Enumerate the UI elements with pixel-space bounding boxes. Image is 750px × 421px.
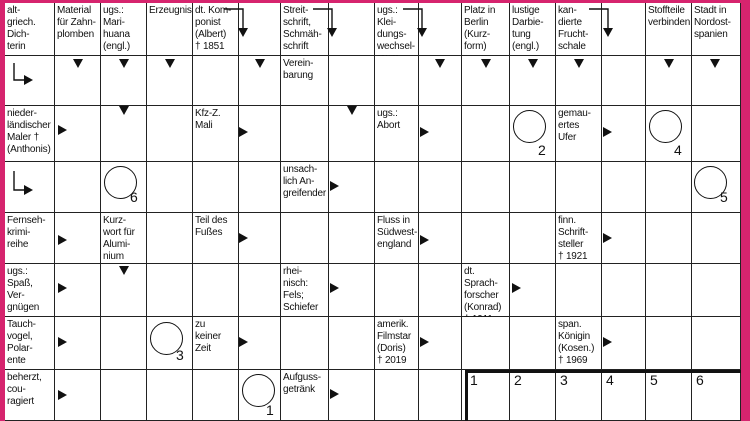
clue-cell	[193, 106, 239, 162]
clue-text: alt- griech. Dich- terin	[7, 5, 36, 52]
answer-cell[interactable]	[692, 317, 741, 370]
arrow-right-icon	[239, 337, 248, 347]
clue-text: Verein- barung	[283, 58, 314, 81]
clue-cell	[193, 317, 239, 370]
arrow-down-icon	[481, 59, 491, 68]
clue-text: ugs.: Abort	[377, 108, 400, 131]
answer-cell[interactable]	[462, 106, 510, 162]
answer-cell[interactable]	[147, 106, 193, 162]
clue-text: Streit- schrift, Schmäh- schrift	[283, 5, 322, 52]
clue-cell	[375, 213, 419, 264]
answer-cell[interactable]	[646, 264, 692, 317]
answer-cell[interactable]	[602, 56, 646, 106]
clue-cell	[193, 213, 239, 264]
answer-cell[interactable]	[692, 213, 741, 264]
clue-text: rhei- nisch: Fels; Schiefer	[283, 266, 319, 313]
arrow-down-icon	[119, 266, 129, 275]
circle-number: 5	[720, 189, 728, 205]
arrow-right-icon	[239, 233, 248, 243]
clue-text: Stadt in Nordost- spanien	[694, 5, 731, 40]
answer-cell[interactable]	[101, 370, 147, 421]
clue-text: Kurz- wort für Alumi- nium	[103, 215, 135, 262]
clue-text: Erzeugnis	[149, 5, 192, 16]
arrow-down-icon	[664, 59, 674, 68]
arrow-right-icon	[420, 337, 429, 347]
clue-text: unsach- lich An- greifender	[283, 164, 327, 199]
bent-arrow-icon	[588, 8, 622, 44]
solution-border	[465, 370, 468, 421]
clue-text: Aufguss- getränk	[283, 372, 321, 395]
clue-cell	[281, 370, 329, 421]
bent-arrow-icon	[223, 8, 257, 44]
circle-number: 4	[674, 142, 682, 158]
arrow-down-icon	[435, 59, 445, 68]
answer-cell[interactable]	[556, 162, 602, 213]
answer-cell[interactable]	[147, 213, 193, 264]
arrow-right-icon	[58, 125, 67, 135]
clue-cell	[5, 264, 55, 317]
arrow-right-icon	[603, 127, 612, 137]
clue-cell	[281, 162, 329, 213]
clue-text: dt. Kom- ponist (Albert) † 1851	[195, 5, 232, 52]
answer-cell[interactable]	[646, 317, 692, 370]
clue-cell	[462, 264, 510, 317]
answer-cell[interactable]	[55, 162, 101, 213]
answer-cell[interactable]	[510, 317, 556, 370]
answer-cell[interactable]	[602, 264, 646, 317]
answer-cell[interactable]	[646, 213, 692, 264]
arrow-down-icon	[574, 59, 584, 68]
clue-text: Kfz-Z. Mali	[195, 108, 221, 131]
answer-cell[interactable]	[375, 162, 419, 213]
arrow-right-icon	[420, 235, 429, 245]
clue-text: ugs.: Spaß, Ver- gnügen	[7, 266, 40, 313]
arrow-right-icon	[330, 181, 339, 191]
clue-text: dt. Sprach- forscher (Konrad)	[464, 266, 502, 313]
answer-cell[interactable]	[147, 162, 193, 213]
clue-cell	[375, 106, 419, 162]
clue-text: Material für Zahn- plomben	[57, 5, 96, 40]
clue-text: nieder- ländischer Maler † (Anthonis)	[7, 108, 51, 155]
clue-text: Tauch- vogel, Polar- ente	[7, 319, 36, 366]
answer-cell[interactable]	[375, 370, 419, 421]
answer-cell[interactable]	[419, 370, 462, 421]
solution-circle	[649, 110, 682, 143]
clue-cell	[5, 3, 55, 56]
clue-text: Stoffteile verbinden	[648, 5, 691, 28]
arrow-down-icon	[73, 59, 83, 68]
answer-cell[interactable]	[239, 162, 281, 213]
answer-cell[interactable]	[281, 317, 329, 370]
clue-cell	[101, 213, 147, 264]
clue-text: kan- dierte Frucht- schale	[558, 5, 589, 52]
clue-cell	[692, 3, 741, 56]
clue-cell	[462, 3, 510, 56]
arrow-down-icon	[255, 59, 265, 68]
solution-number: 2	[514, 372, 522, 388]
answer-cell[interactable]	[462, 213, 510, 264]
arrow-right-icon	[603, 233, 612, 243]
arrow-down-icon	[119, 106, 129, 115]
solution-number: 5	[650, 372, 658, 388]
clue-cell	[147, 3, 193, 56]
arrow-right-icon	[330, 283, 339, 293]
answer-cell[interactable]	[646, 162, 692, 213]
answer-cell[interactable]	[329, 56, 375, 106]
circle-number: 1	[266, 402, 274, 418]
clue-cell	[55, 3, 101, 56]
clue-cell	[556, 317, 602, 370]
answer-cell[interactable]	[193, 162, 239, 213]
clue-cell	[5, 106, 55, 162]
answer-cell[interactable]	[510, 213, 556, 264]
solution-number: 6	[696, 372, 704, 388]
clue-text: lustige Darbie- tung (engl.)	[512, 5, 544, 52]
circle-number: 6	[130, 189, 138, 205]
clue-text: ugs.: Mari- huana (engl.)	[103, 5, 130, 52]
arrow-down-icon	[347, 106, 357, 115]
answer-cell[interactable]	[692, 264, 741, 317]
clue-cell	[510, 3, 556, 56]
answer-cell[interactable]	[101, 317, 147, 370]
answer-cell[interactable]	[281, 213, 329, 264]
clue-cell	[556, 213, 602, 264]
arrow-down-icon	[165, 59, 175, 68]
clue-text: finn. Schrift- steller † 1921	[558, 215, 589, 262]
answer-cell[interactable]	[239, 264, 281, 317]
solution-circle	[513, 110, 546, 143]
answer-cell[interactable]	[462, 317, 510, 370]
answer-cell[interactable]	[375, 264, 419, 317]
answer-cell[interactable]	[602, 162, 646, 213]
arrow-right-icon	[58, 390, 67, 400]
answer-cell[interactable]	[147, 370, 193, 421]
answer-cell[interactable]	[419, 264, 462, 317]
answer-cell[interactable]	[147, 264, 193, 317]
answer-cell[interactable]	[329, 213, 375, 264]
bent-arrow-icon	[12, 62, 38, 92]
answer-cell[interactable]	[419, 162, 462, 213]
clue-cell	[281, 264, 329, 317]
solution-number: 4	[606, 372, 614, 388]
bent-arrow-icon	[12, 170, 38, 202]
bent-arrow-icon	[312, 8, 346, 44]
clue-cell	[556, 106, 602, 162]
answer-cell[interactable]	[510, 162, 556, 213]
answer-cell[interactable]	[692, 106, 741, 162]
answer-cell[interactable]	[281, 106, 329, 162]
solution-number: 1	[470, 372, 478, 388]
answer-cell[interactable]	[329, 317, 375, 370]
clue-text: Teil des Fußes	[195, 215, 228, 238]
clue-cell	[281, 56, 329, 106]
clue-text: span. Königin (Kosen.) † 1969	[558, 319, 595, 366]
circle-number: 2	[538, 142, 546, 158]
clue-text: ugs.: Klei- dungs- wechsel-	[377, 5, 415, 52]
frame-right	[741, 0, 750, 421]
arrow-right-icon	[58, 283, 67, 293]
clue-text: amerik. Filmstar (Doris) † 2019	[377, 319, 411, 366]
arrow-right-icon	[420, 127, 429, 137]
arrow-down-icon	[119, 59, 129, 68]
clue-text: gemau- ertes Ufer	[558, 108, 591, 143]
arrow-down-icon	[710, 59, 720, 68]
clue-text: Platz in Berlin (Kurz- form)	[464, 5, 496, 52]
arrow-right-icon	[58, 235, 67, 245]
answer-cell[interactable]	[193, 56, 239, 106]
clue-cell	[5, 317, 55, 370]
answer-cell[interactable]	[375, 56, 419, 106]
bent-arrow-icon	[402, 8, 436, 44]
clue-text: Fernseh- krimi- reihe	[7, 215, 46, 250]
answer-cell[interactable]	[193, 264, 239, 317]
clue-text: beherzt, cou- ragiert	[7, 372, 42, 407]
clue-cell	[5, 213, 55, 264]
arrow-right-icon	[239, 127, 248, 137]
clue-text: Fluss in Südwest- england	[377, 215, 418, 250]
circle-number: 3	[176, 347, 184, 363]
clue-cell	[375, 317, 419, 370]
arrow-right-icon	[330, 389, 339, 399]
arrow-right-icon	[603, 337, 612, 347]
clue-cell	[646, 3, 692, 56]
arrow-right-icon	[58, 337, 67, 347]
clue-cell	[5, 370, 55, 421]
answer-cell[interactable]	[462, 162, 510, 213]
answer-cell[interactable]	[556, 264, 602, 317]
answer-cell[interactable]	[193, 370, 239, 421]
solution-number: 3	[560, 372, 568, 388]
arrow-right-icon	[512, 283, 521, 293]
clue-cell	[101, 3, 147, 56]
arrow-down-icon	[528, 59, 538, 68]
clue-text: zu keiner Zeit	[195, 319, 222, 354]
